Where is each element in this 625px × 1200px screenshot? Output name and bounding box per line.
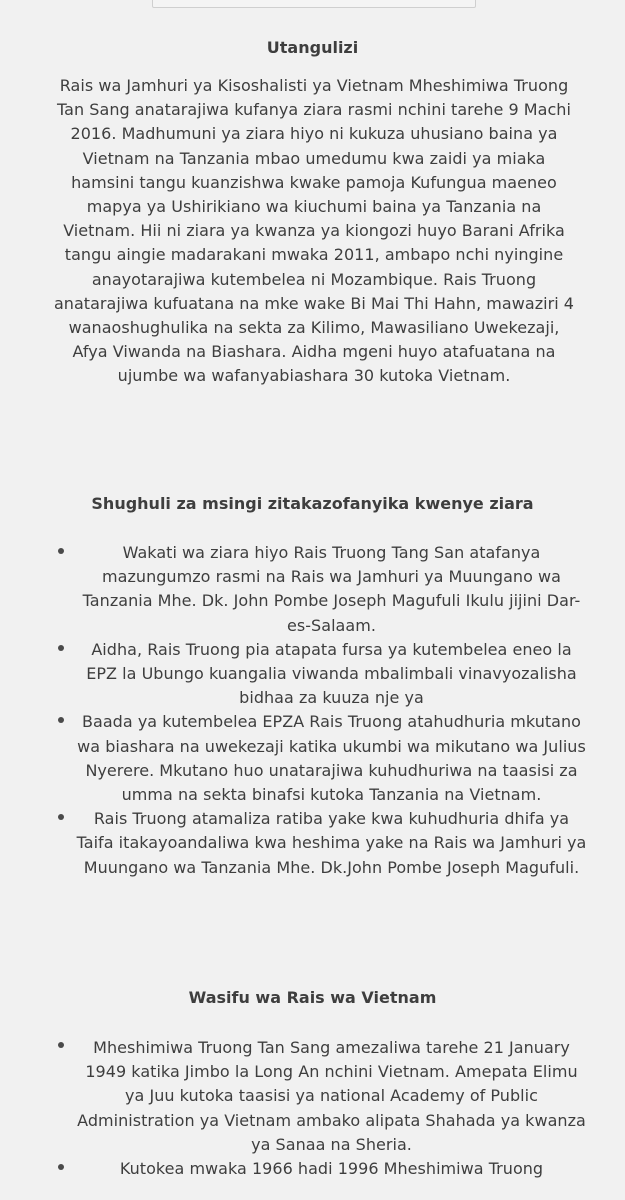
activity-text: Wakati wa ziara hiyo Rais Truong Tang San atafanya mazungumzo rasmi na Rais wa Jamhuri ya Muungano wa Tanzania Mhe. Dk. John Pombe Joseph Magufuli Ikulu jijini Dar-es-Salaam. [82,543,581,635]
activity-text: Aidha, Rais Truong pia atapata fursa ya kutembelea eneo la EPZ la Ubungo kuangalia viwanda mbalimbali vinavyozalisha bidhaa za kuuza nje ya [86,639,577,708]
activity-text: Rais Truong atamaliza ratiba yake kwa kuhudhuria dhifa ya Taifa itakayoandaliwa kwa heshima yake na Rais wa Jamhuri ya Muungano wa Tanzania Mhe. Dk.John Pombe Joseph Magufuli. [76,809,587,877]
bullet-icon [58,548,64,554]
bullet-icon [58,645,64,651]
bio-list [0,1035,625,1181]
activity-list-item [0,638,625,711]
bio-list-item [0,1035,625,1157]
activities-list [0,541,625,880]
bio-heading: Wasifu wa Rais wa Vietnam [188,988,437,1007]
activity-list-item [0,541,625,638]
activity-list-item [0,807,625,880]
bio-text: Kutokea mwaka 1966 hadi 1996 Mheshimiwa Truong [119,1159,544,1179]
activity-text: Baada ya kutembelea EPZA Rais Truong atahudhuria mkutano wa biashara na uwekezaji katika ukumbi wa mikutano wa Julius Nyerere. Mkutano huo unatarajiwa kuhudhuriwa na taasisi za umma na sekta binafsi kutoka Tanzania na Vietnam. [77,712,586,805]
bio-list-item [0,1157,625,1181]
intro-heading: Utangulizi [266,38,359,57]
activity-list-item [0,710,625,807]
bullet-icon [58,1042,64,1048]
intro-paragraph: Rais wa Jamhuri ya Kisoshalisti ya Vietnam Mheshimiwa Truong Tan Sang anatarajiwa kufanya ziara rasmi nchini tarehe 9 Machi 2016. Madhumuni ya ziara hiyo ni kukuza uhusiano baina ya Vietnam na Tanzania mbao umedumu kwa zaidi ya miaka hamsini tangu kuanzishwa kwake pamoja Kufungua maeneo mapya ya Ushirikiano wa kiuchumi baina ya Tanzania na Vietnam. Hii ni ziara ya kwanza ya kiongozi huyo Barani Afrika tangu aingie madarakani mwaka 2011, ambapo nchi nyingine anayotarajiwa kutembelea ni Mozambique. Rais Truong anatarajiwa kufuatana na mke wake Bi Mai Thi Hahn, mawaziri 4 wanaoshughulika na sekta za Kilimo, Mawasiliano Uwekezaji, Afya Viwanda na Biashara. Aidha mgeni huyo atafuatana na ujumbe wa wafanyabiashara 30 kutoka Vietnam. [53,76,575,386]
bullet-icon [58,814,64,820]
bullet-icon [58,717,64,723]
bullet-icon [58,1164,64,1170]
bio-text: Mheshimiwa Truong Tan Sang amezaliwa tarehe 21 January 1949 katika Jimbo la Long An nchini Vietnam. Amepata Elimu ya Juu kutoka taasisi ya national Academy of Public Administration ya Vietnam ambako alipata Shahada ya kwanza ya Sanaa na Sheria. [77,1038,586,1154]
activities-heading: Shughuli za msingi zitakazofanyika kwenye ziara [91,494,534,513]
